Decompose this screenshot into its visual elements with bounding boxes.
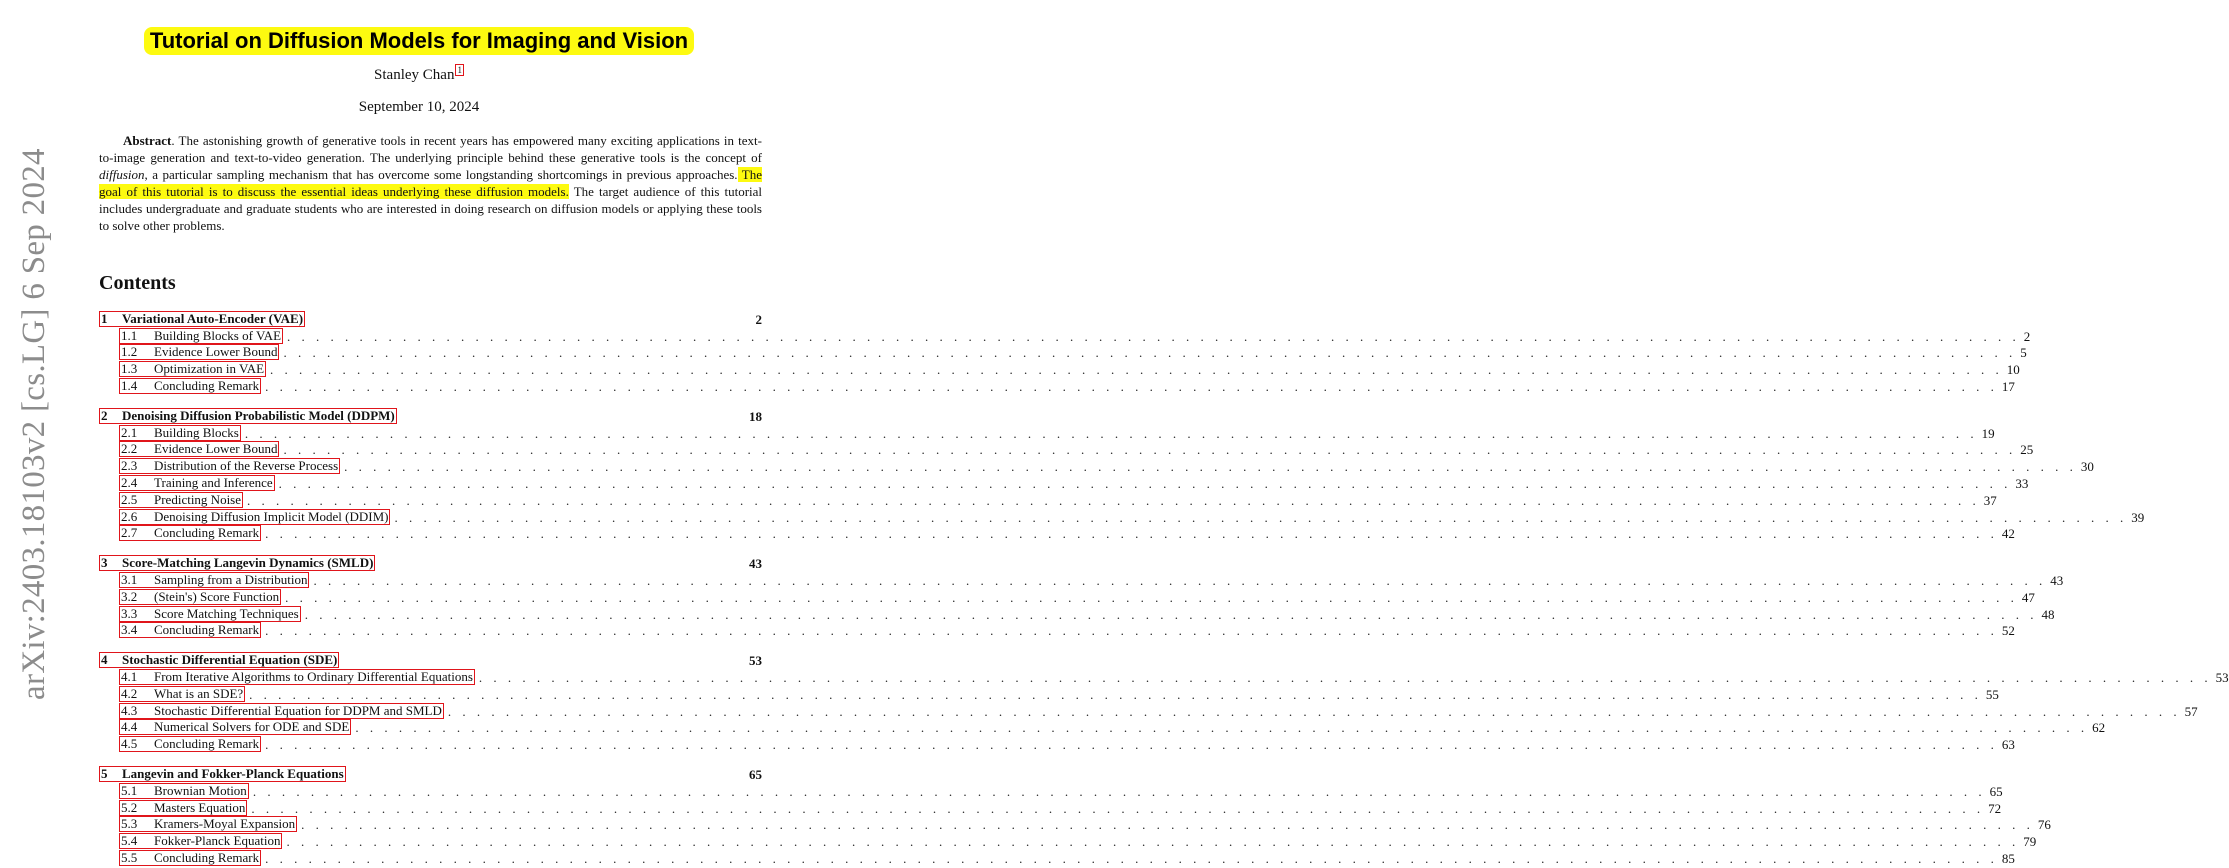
author-name: Stanley Chan (374, 67, 455, 83)
toc-leader-dots: . . . . . . . . . . . . . . . . . . . . . . . . . . . . . . . . . . . . . . . . . . . . . . . . . . . . . . . . . . . . . . . . . . . . . . . . . . . . . . . . . . . . . . . . . . . . . . . . . . . . . . . . . . . . . . . . . . . . . . . . (301, 817, 2034, 833)
toc-leader-dots: . . . . . . . . . . . . . . . . . . . . . . . . . . . . . . . . . . . . . . . . . . . . . . . . . . . . . . . . . . . . . . . . . . . . . . . . . . . . . . . . . . . . . . . . . . . . . . . . . . . . . . . . . . . . . . . . . . . . . . . . (265, 526, 1998, 542)
abstract-label: Abstract (123, 133, 172, 148)
toc-subsection-title: Fokker-Planck Equation (154, 833, 281, 849)
toc-subsection-page: 17 (2001, 378, 2015, 394)
toc-subsection-link[interactable] (119, 328, 283, 344)
toc-subsection-number: 4.3 (121, 702, 138, 718)
abstract-italic-term: diffusion (99, 167, 145, 182)
toc-subsection-title: Concluding Remark (154, 622, 260, 638)
toc-subsection-link[interactable] (119, 833, 282, 849)
toc-subsection-row (99, 508, 2145, 525)
toc-subsection-number: 1.1 (121, 327, 138, 343)
toc-subsection-row (99, 457, 2094, 475)
toc-subsection-row (99, 441, 2034, 458)
toc-subsection-row (99, 327, 2031, 344)
toc-leader-dots: . . . . . . . . . . . . . . . . . . . . . . . . . . . . . . . . . . . . . . . . . . . . . . . . . . . . . . . . . . . . . . . . . . . . . . . . . . . . . . . . . . . . . . . . . . . . . . . . . . . . . . . . . . . . . . . . . . . . . . . . (283, 345, 2017, 361)
toc-subsection-page: 37 (1983, 492, 1997, 508)
toc-subsection-number: 5.5 (121, 849, 138, 865)
toc-subsection-number: 2.4 (121, 474, 138, 490)
toc-subsection-number: 1.4 (121, 377, 138, 393)
toc-subsection-title: Building Blocks (154, 424, 239, 440)
toc-subsection-link[interactable] (119, 525, 261, 541)
toc-subsection-number: 2.1 (121, 424, 138, 440)
toc-subsection-link[interactable] (119, 800, 247, 816)
toc-subsection-title: Brownian Motion (154, 782, 247, 798)
toc-subsection-number: 1.2 (121, 344, 138, 360)
toc-subsection-link[interactable] (119, 783, 249, 799)
toc-subsection-title: Predicting Noise (154, 491, 242, 507)
toc-subsection-link[interactable] (119, 686, 245, 702)
toc-subsection-row (99, 735, 2015, 753)
toc-subsection-page: 85 (2001, 850, 2015, 866)
toc-subsection-title: Score Matching Techniques (154, 605, 299, 621)
toc-subsection-page: 39 (2131, 509, 2145, 525)
toc-subsection-row (99, 377, 2015, 394)
toc-section-page: 65 (749, 766, 762, 782)
toc-leader-dots: . . . . . . . . . . . . . . . . . . . . . . . . . . . . . . . . . . . . . . . . . . . . . . . . . . . . . . . . . . . . . . . . . . . . . . . . . . . . . . . . . . . . . . . . . . . . . . . . . . . . . . . . . . . . . . . . . . . . . . . . (394, 509, 2128, 525)
toc-subsection-title: Kramers-Moyal Expansion (154, 816, 296, 832)
abstract-highlight: The goal of this tutorial is to discuss the essential ideas underlying these diffusion models. (99, 167, 763, 199)
abstract-paragraph (99, 132, 762, 234)
toc-leader-dots: . . . . . . . . . . . . . . . . . . . . . . . . . . . . . . . . . . . . . . . . . . . . . . . . . . . . . . . . . . . . . . . . . . . . . . . . . . . . . . . . . . . . . . . . . . . . . . . . . . . . . . . . . . . . . . . . . . . . . . . . (244, 425, 1978, 441)
abstract-text-2: , a particular sampling mechanism that has overcome some longstanding shortcomings in previous approaches. (144, 167, 738, 182)
toc-section-title: Score-Matching Langevin Dynamics (SMLD) (122, 555, 374, 571)
toc-subsection-page: 33 (2015, 475, 2029, 491)
toc-section-title: Stochastic Differential Equation (SDE) (122, 652, 338, 668)
toc-subsection-number: 5.2 (121, 799, 138, 815)
toc-subsection-number: 2.6 (121, 508, 138, 524)
toc-subsection-title: Concluding Remark (154, 736, 260, 752)
toc-subsection-link[interactable] (119, 361, 266, 377)
toc-subsection-row (99, 525, 2015, 542)
toc-subsection-link[interactable] (119, 475, 275, 491)
toc-subsection-link[interactable] (119, 378, 261, 394)
toc-leader-dots: . . . . . . . . . . . . . . . . . . . . . . . . . . . . . . . . . . . . . . . . . . . . . . . . . . . . . . . . . . . . . . . . . . . . . . . . . . . . . . . . . . . . . . . . . . . . . . . . . . . . . . . . . . . . . . . . . . . . . . . . (355, 720, 2089, 736)
toc-subsection-page: 79 (2023, 834, 2037, 850)
paper-date: September 10, 2024 (358, 99, 480, 115)
toc-subsection-page: 10 (2006, 362, 2020, 378)
paper-title: Tutorial on Diffusion Models for Imaging and Vision (144, 27, 694, 55)
toc-section-row (99, 651, 762, 668)
toc-section-link[interactable] (99, 652, 339, 668)
toc-subsection-title: Concluding Remark (154, 525, 260, 541)
toc-subsection-title: (Stein's) Score Function (154, 588, 280, 604)
toc-subsection-number: 3.1 (121, 571, 138, 587)
toc-subsection-title: From Iterative Algorithms to Ordinary Differential Equations (154, 668, 473, 684)
toc-section-link[interactable] (99, 555, 375, 571)
toc-subsection-number: 4.2 (121, 685, 138, 701)
toc-subsection-link[interactable] (119, 509, 390, 525)
toc-leader-dots: . . . . . . . . . . . . . . . . . . . . . . . . . . . . . . . . . . . . . . . . . . . . . . . . . . . . . . . . . . . . . . . . . . . . . . . . . . . . . . . . . . . . . . . . . . . . . . . . . . . . . . . . . . . . . . . . . . . . . . . . (304, 606, 2038, 622)
toc-section-page: 53 (749, 653, 762, 669)
toc-section-row (99, 765, 762, 782)
toc-leader-dots: . . . . . . . . . . . . . . . . . . . . . . . . . . . . . . . . . . . . . . . . . . . . . . . . . . . . . . . . . . . . . . . . . . . . . . . . . . . . . . . . . . . . . . . . . . . . . . . . . . . . . . . . . . . . . . . . . . . . . . . . (252, 783, 1986, 799)
toc-subsection-row (99, 685, 1999, 702)
toc-subsection-number: 2.7 (121, 525, 138, 541)
toc-section-row (99, 554, 762, 571)
toc-subsection-title: Masters Equation (154, 799, 246, 815)
toc-subsection-page: 42 (2001, 526, 2015, 542)
toc-subsection-page: 25 (2020, 442, 2034, 458)
toc-section-number: 5 (101, 765, 108, 781)
toc-subsection-page: 57 (2184, 703, 2198, 719)
toc-subsection-page: 63 (2001, 737, 2015, 753)
toc-subsection-link[interactable] (119, 703, 444, 719)
toc-subsection-number: 4.5 (121, 736, 138, 752)
toc-subsection-row (99, 719, 2106, 736)
toc-section-link[interactable] (99, 766, 346, 782)
toc-subsection-title: Distribution of the Reverse Process (154, 458, 339, 474)
toc-subsection-link[interactable] (119, 816, 297, 832)
toc-section-row (99, 407, 762, 424)
toc-subsection-title: Optimization in VAE (154, 361, 265, 377)
toc-subsection-page: 30 (2080, 459, 2094, 475)
toc-subsection-page: 5 (2020, 345, 2027, 361)
arxiv-identifier: arXiv:2403.18103v2 [cs.LG] 6 Sep 2024 (16, 148, 52, 700)
toc-leader-dots: . . . . . . . . . . . . . . . . . . . . . . . . . . . . . . . . . . . . . . . . . . . . . . . . . . . . . . . . . . . . . . . . . . . . . . . . . . . . . . . . . . . . . . . . . . . . . . . . . . . . . . . . . . . . . . . . . . . . . . . . (265, 850, 1998, 866)
toc-subsection-page: 62 (2092, 720, 2106, 736)
toc-subsection-row (99, 588, 2035, 605)
author-line (0, 64, 838, 84)
toc-subsection-page: 47 (2021, 589, 2035, 605)
toc-subsection-row (99, 782, 2003, 799)
toc-leader-dots: . . . . . . . . . . . . . . . . . . . . . . . . . . . . . . . . . . . . . . . . . . . . . . . . . . . . . . . . . . . . . . . . . . . . . . . . . . . . . . . . . . . . . . . . . . . . . . . . . . . . . . . . . . . . . . . . . . . . . . . . (278, 475, 2012, 491)
toc-leader-dots: . . . . . . . . . . . . . . . . . . . . . . . . . . . . . . . . . . . . . . . . . . . . . . . . . . . . . . . . . . . . . . . . . . . . . . . . . . . . . . . . . . . . . . . . . . . . . . . . . . . . . . . . . . . . . . . . . . . . . . . . (313, 572, 2047, 588)
toc-subsection-row (99, 344, 2027, 361)
toc-subsection-page: 76 (2037, 817, 2051, 833)
toc-subsection-row (99, 474, 2029, 491)
toc-section-title: Variational Auto-Encoder (VAE) (122, 310, 304, 326)
toc-section-page: 18 (749, 408, 762, 424)
toc-subsection-row (99, 491, 1997, 508)
toc-subsection-page: 52 (2001, 623, 2015, 639)
toc-section-number: 2 (101, 407, 108, 423)
toc-subsection-link[interactable] (119, 850, 261, 866)
toc-subsection-title: Concluding Remark (154, 377, 260, 393)
toc-subsection-title: What is an SDE? (154, 685, 244, 701)
toc-section-number: 4 (101, 652, 108, 668)
toc-leader-dots: . . . . . . . . . . . . . . . . . . . . . . . . . . . . . . . . . . . . . . . . . . . . . . . . . . . . . . . . . . . . . . . . . . . . . . . . . . . . . . . . . . . . . . . . . . . . . . . . . . . . . . . . . . . . . . . . . . . . . . . . (249, 686, 1982, 702)
toc-subsection-number: 5.4 (121, 833, 138, 849)
toc-section-row (99, 310, 762, 327)
toc-subsection-number: 4.4 (121, 719, 138, 735)
toc-leader-dots: . . . . . . . . . . . . . . . . . . . . . . . . . . . . . . . . . . . . . . . . . . . . . . . . . . . . . . . . . . . . . . . . . . . . . . . . . . . . . . . . . . . . . . . . . . . . . . . . . . . . . . . . . . . . . . . . . . . . . . . . (287, 328, 2020, 344)
toc-section-number: 1 (101, 310, 108, 326)
toc-subsection-number: 3.2 (121, 588, 138, 604)
toc-leader-dots: . . . . . . . . . . . . . . . . . . . . . . . . . . . . . . . . . . . . . . . . . . . . . . . . . . . . . . . . . . . . . . . . . . . . . . . . . . . . . . . . . . . . . . . . . . . . . . . . . . . . . . . . . . . . . . . . . . . . . . . . (265, 737, 1998, 753)
table-of-contents (99, 310, 2229, 866)
toc-subsection-title: Training and Inference (154, 474, 273, 490)
toc-leader-dots: . . . . . . . . . . . . . . . . . . . . . . . . . . . . . . . . . . . . . . . . . . . . . . . . . . . . . . . . . . . . . . . . . . . . . . . . . . . . . . . . . . . . . . . . . . . . . . . . . . . . . . . . . . . . . . . . . . . . . . . . (447, 703, 2181, 719)
toc-subsection-link[interactable] (119, 622, 261, 638)
footnote-link[interactable]: 1 (457, 65, 462, 75)
toc-subsection-link[interactable] (119, 669, 475, 685)
toc-subsection-title: Stochastic Differential Equation for DDPM and SMLD (154, 702, 442, 718)
toc-subsection-page: 48 (2041, 606, 2055, 622)
toc-section-page: 2 (755, 311, 762, 327)
toc-subsection-page: 2 (2023, 328, 2031, 344)
toc-subsection-row (99, 668, 2229, 685)
toc-subsection-number: 1.3 (121, 361, 138, 377)
toc-subsection-row (99, 360, 2020, 378)
toc-subsection-number: 2.2 (121, 441, 138, 457)
toc-subsection-row (99, 622, 2015, 639)
toc-subsection-row (99, 702, 2198, 719)
toc-subsection-link[interactable] (119, 458, 340, 474)
toc-subsection-page: 65 (1989, 783, 2003, 799)
toc-leader-dots: . . . . . . . . . . . . . . . . . . . . . . . . . . . . . . . . . . . . . . . . . . . . . . . . . . . . . . . . . . . . . . . . . . . . . . . . . . . . . . . . . . . . . . . . . . . . . . . . . . . . . . . . . . . . . . . . . . . . . . . . (251, 800, 1985, 816)
toc-subsection-link[interactable] (119, 344, 279, 360)
toc-subsection-page: 19 (1981, 425, 1995, 441)
toc-subsection-page: 43 (2050, 572, 2064, 588)
toc-leader-dots: . . . . . . . . . . . . . . . . . . . . . . . . . . . . . . . . . . . . . . . . . . . . . . . . . . . . . . . . . . . . . . . . . . . . . . . . . . . . . . . . . . . . . . . . . . . . . . . . . . . . . . . . . . . . . . . . . . . . . . . . (344, 459, 2077, 475)
toc-subsection-row (99, 832, 2037, 850)
toc-leader-dots: . . . . . . . . . . . . . . . . . . . . . . . . . . . . . . . . . . . . . . . . . . . . . . . . . . . . . . . . . . . . . . . . . . . . . . . . . . . . . . . . . . . . . . . . . . . . . . . . . . . . . . . . . . . . . . . . . . . . . . . . (478, 669, 2212, 685)
toc-leader-dots: . . . . . . . . . . . . . . . . . . . . . . . . . . . . . . . . . . . . . . . . . . . . . . . . . . . . . . . . . . . . . . . . . . . . . . . . . . . . . . . . . . . . . . . . . . . . . . . . . . . . . . . . . . . . . . . . . . . . . . . . (270, 362, 2003, 378)
abstract-text-3: The target audience of this tutorial includes undergraduate and graduate students who are interested in doing research on diffusion models or applying these tools to solve other problems. (99, 184, 763, 233)
toc-section-number: 3 (101, 555, 108, 571)
toc-subsection-page: 72 (1988, 800, 2002, 816)
toc-subsection-title: Building Blocks of VAE (154, 327, 282, 343)
toc-subsection-row (99, 424, 1995, 441)
toc-subsection-number: 5.1 (121, 782, 138, 798)
toc-section-title: Denoising Diffusion Probabilistic Model (DDPM) (122, 407, 395, 423)
toc-subsection-row (99, 571, 2064, 588)
toc-subsection-number: 2.3 (121, 458, 138, 474)
toc-leader-dots: . . . . . . . . . . . . . . . . . . . . . . . . . . . . . . . . . . . . . . . . . . . . . . . . . . . . . . . . . . . . . . . . . . . . . . . . . . . . . . . . . . . . . . . . . . . . . . . . . . . . . . . . . . . . . . . . . . . . . . . . (283, 442, 2017, 458)
toc-subsection-title: Evidence Lower Bound (154, 441, 278, 457)
toc-subsection-title: Numerical Solvers for ODE and SDE (154, 719, 350, 735)
toc-subsection-row (99, 605, 2055, 622)
toc-subsection-title: Concluding Remark (154, 849, 260, 865)
toc-subsection-number: 2.5 (121, 491, 138, 507)
toc-leader-dots: . . . . . . . . . . . . . . . . . . . . . . . . . . . . . . . . . . . . . . . . . . . . . . . . . . . . . . . . . . . . . . . . . . . . . . . . . . . . . . . . . . . . . . . . . . . . . . . . . . . . . . . . . . . . . . . . . . . . . . . . (247, 492, 1980, 508)
abstract-text-1: . The astonishing growth of generative tools in recent years has empowered many exciting applications in text-to-image generation and text-to-video generation. The underlying principle behind these generative tools is the concept of (99, 133, 762, 165)
toc-subsection-link[interactable] (119, 589, 281, 605)
toc-leader-dots: . . . . . . . . . . . . . . . . . . . . . . . . . . . . . . . . . . . . . . . . . . . . . . . . . . . . . . . . . . . . . . . . . . . . . . . . . . . . . . . . . . . . . . . . . . . . . . . . . . . . . . . . . . . . . . . . . . . . . . . . (285, 589, 2018, 605)
toc-subsection-link[interactable] (119, 736, 261, 752)
toc-leader-dots: . . . . . . . . . . . . . . . . . . . . . . . . . . . . . . . . . . . . . . . . . . . . . . . . . . . . . . . . . . . . . . . . . . . . . . . . . . . . . . . . . . . . . . . . . . . . . . . . . . . . . . . . . . . . . . . . . . . . . . . . (265, 378, 1998, 394)
toc-subsection-page: 55 (1985, 686, 1999, 702)
toc-subsection-link[interactable] (119, 719, 351, 735)
toc-subsection-number: 5.3 (121, 816, 138, 832)
toc-subsection-number: 3.4 (121, 622, 138, 638)
toc-subsection-link[interactable] (119, 606, 301, 622)
toc-subsection-link[interactable] (119, 441, 279, 457)
toc-subsection-number: 3.3 (121, 605, 138, 621)
toc-section-title: Langevin and Fokker-Planck Equations (122, 765, 344, 781)
toc-subsection-link[interactable] (119, 425, 241, 441)
toc-subsection-page: 53 (2215, 669, 2229, 685)
toc-section-link[interactable] (99, 311, 305, 327)
toc-leader-dots: . . . . . . . . . . . . . . . . . . . . . . . . . . . . . . . . . . . . . . . . . . . . . . . . . . . . . . . . . . . . . . . . . . . . . . . . . . . . . . . . . . . . . . . . . . . . . . . . . . . . . . . . . . . . . . . . . . . . . . . . (265, 623, 1998, 639)
toc-subsection-link[interactable] (119, 572, 309, 588)
toc-subsection-title: Sampling from a Distribution (154, 571, 308, 587)
toc-subsection-row (99, 849, 2015, 866)
toc-section-link[interactable] (99, 408, 397, 424)
toc-subsection-number: 4.1 (121, 668, 138, 684)
toc-subsection-row (99, 799, 2002, 816)
toc-subsection-link[interactable] (119, 492, 243, 508)
toc-subsection-title: Denoising Diffusion Implicit Model (DDIM) (154, 508, 389, 524)
toc-section-page: 43 (749, 556, 762, 572)
toc-subsection-title: Evidence Lower Bound (154, 344, 278, 360)
toc-subsection-row (99, 816, 2051, 833)
contents-heading: Contents (99, 272, 176, 294)
toc-leader-dots: . . . . . . . . . . . . . . . . . . . . . . . . . . . . . . . . . . . . . . . . . . . . . . . . . . . . . . . . . . . . . . . . . . . . . . . . . . . . . . . . . . . . . . . . . . . . . . . . . . . . . . . . . . . . . . . . . . . . . . . . (286, 834, 2020, 850)
